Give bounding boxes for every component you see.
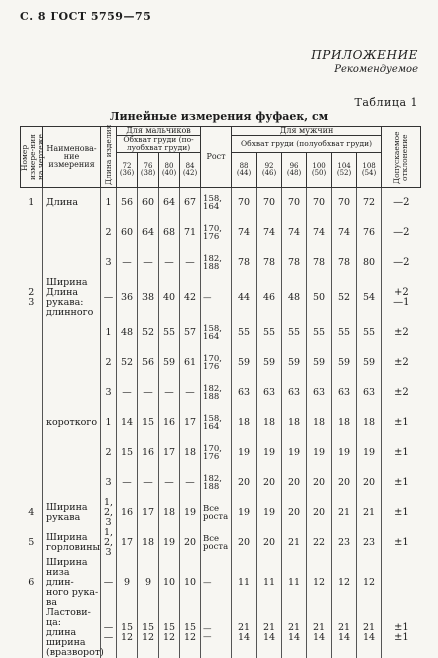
- measure-number: [21, 248, 43, 278]
- men-value: 46: [257, 278, 282, 318]
- men-value: 20: [232, 468, 257, 498]
- boys-value: 68: [159, 218, 180, 248]
- table-number: Таблица 1: [354, 96, 418, 109]
- measurements-table: [20, 126, 421, 658]
- men-value: 74: [307, 218, 332, 248]
- page-header: С. 8 ГОСТ 5759—75: [20, 10, 152, 23]
- men-value: 21 14: [282, 608, 307, 658]
- table-row: [21, 558, 421, 608]
- men-value: 12: [332, 558, 357, 608]
- men-value: 55: [332, 318, 357, 348]
- table-row: [21, 408, 421, 438]
- men-value: 63: [357, 378, 382, 408]
- measure-name: Ширина Длина рукава: длинного: [43, 278, 101, 318]
- men-size-header: 104 (52): [332, 153, 357, 188]
- measure-number: [21, 438, 43, 468]
- boys-value: —: [159, 248, 180, 278]
- men-value: 20: [257, 468, 282, 498]
- boys-value: 17: [117, 528, 138, 558]
- table-row: [21, 438, 421, 468]
- boys-value: 36: [117, 278, 138, 318]
- length-code: 2: [101, 348, 117, 378]
- men-value: 55: [257, 318, 282, 348]
- measure-name: Ластови- ца: длина ширина (вразворот): [43, 608, 101, 658]
- height-value: —: [201, 278, 232, 318]
- table-row: [21, 248, 421, 278]
- boys-value: 15 12: [138, 608, 159, 658]
- men-value: 20: [257, 528, 282, 558]
- table-row: [21, 278, 421, 318]
- boys-value: 14: [117, 408, 138, 438]
- tolerance-value: —2: [382, 218, 421, 248]
- boys-value: —: [138, 248, 159, 278]
- men-value: 20: [307, 498, 332, 528]
- table-row: [21, 608, 421, 658]
- men-value: 70: [282, 188, 307, 219]
- men-value: 20: [282, 468, 307, 498]
- boys-value: —: [117, 248, 138, 278]
- men-value: 80: [357, 248, 382, 278]
- length-code: 1: [101, 318, 117, 348]
- height-value: 182, 188: [201, 378, 232, 408]
- men-value: 52: [332, 278, 357, 318]
- boys-value: 9: [117, 558, 138, 608]
- men-value: 63: [332, 378, 357, 408]
- men-value: 78: [282, 248, 307, 278]
- measure-name: Длина: [43, 188, 101, 219]
- boys-size-header: 84 (42): [180, 153, 201, 188]
- men-value: 59: [257, 348, 282, 378]
- height-value: 158, 164: [201, 318, 232, 348]
- length-code: — —: [101, 608, 117, 658]
- men-value: 55: [232, 318, 257, 348]
- col-name-header: Наименова-ние измерения: [43, 127, 101, 188]
- boys-value: 71: [180, 218, 201, 248]
- men-value: 70: [232, 188, 257, 219]
- men-value: 18: [307, 408, 332, 438]
- table-row: [21, 218, 421, 248]
- men-value: 74: [282, 218, 307, 248]
- men-value: 70: [257, 188, 282, 219]
- men-value: 59: [232, 348, 257, 378]
- boys-size-header: 80 (40): [159, 153, 180, 188]
- boys-value: 61: [180, 348, 201, 378]
- boys-value: 42: [180, 278, 201, 318]
- men-value: 63: [307, 378, 332, 408]
- men-value: 78: [257, 248, 282, 278]
- table-title: Линейные измерения фуфаек, см: [109, 110, 329, 123]
- boys-value: 57: [180, 318, 201, 348]
- measure-number: 6: [28, 577, 35, 588]
- height-value: 170, 176: [201, 218, 232, 248]
- measure-number: [21, 468, 43, 498]
- men-value: 50: [307, 278, 332, 318]
- boys-value: 38: [138, 278, 159, 318]
- men-value: 18: [282, 408, 307, 438]
- men-value: 55: [357, 318, 382, 348]
- tolerance-value: ±1: [382, 408, 421, 438]
- men-size-header: 92 (46): [257, 153, 282, 188]
- rost-header: Рост: [201, 127, 232, 188]
- tolerance-value: ±1: [382, 438, 421, 468]
- men-value: 55: [307, 318, 332, 348]
- measure-name: Ширина горловины: [43, 528, 101, 558]
- boys-value: 17: [159, 438, 180, 468]
- boys-value: 18: [159, 498, 180, 528]
- men-value: 70: [307, 188, 332, 219]
- boys-value: 52: [117, 348, 138, 378]
- boys-value: 55: [159, 318, 180, 348]
- height-value: 158, 164: [201, 408, 232, 438]
- men-value: 78: [232, 248, 257, 278]
- tolerance-value: [382, 558, 421, 608]
- boys-value: 16: [117, 498, 138, 528]
- men-value: 11: [282, 558, 307, 608]
- boys-size-header: 72 (36): [117, 153, 138, 188]
- measure-name: [43, 318, 101, 348]
- men-value: 18: [232, 408, 257, 438]
- boys-value: 56: [117, 188, 138, 219]
- tolerance-value: ±1: [382, 498, 421, 528]
- boys-value: 40: [159, 278, 180, 318]
- men-value: 78: [332, 248, 357, 278]
- length-code: 3: [101, 378, 117, 408]
- boys-value: —: [138, 378, 159, 408]
- men-value: 59: [332, 348, 357, 378]
- men-value: 19: [257, 498, 282, 528]
- table-row: [21, 188, 421, 219]
- boys-value: 10: [159, 558, 180, 608]
- men-value: 19: [282, 438, 307, 468]
- measure-name: Ширина рукава: [43, 498, 101, 528]
- measure-name: [43, 248, 101, 278]
- men-value: 70: [332, 188, 357, 219]
- boys-header: Для мальчиков: [117, 127, 201, 136]
- men-value: 20: [307, 468, 332, 498]
- boys-value: 16: [138, 438, 159, 468]
- table-row: [21, 498, 421, 528]
- men-value: 12: [357, 558, 382, 608]
- boys-value: 59: [159, 348, 180, 378]
- tolerance-value: ±2: [382, 348, 421, 378]
- table-row: [21, 468, 421, 498]
- tolerance-value: ±1 ±1: [382, 608, 421, 658]
- height-value: Все роста: [201, 528, 232, 558]
- measure-name: [43, 468, 101, 498]
- height-value: 158, 164: [201, 188, 232, 219]
- boys-value: 15: [138, 408, 159, 438]
- length-code: 1, 2, 3: [101, 498, 117, 528]
- men-value: 59: [357, 348, 382, 378]
- measure-number: [21, 608, 43, 658]
- boys-value: 15 12: [180, 608, 201, 658]
- measure-name: [43, 438, 101, 468]
- men-value: 23: [332, 528, 357, 558]
- men-value: 74: [257, 218, 282, 248]
- boys-value: 56: [138, 348, 159, 378]
- measure-number: 2 3: [28, 287, 35, 308]
- men-value: 72: [357, 188, 382, 219]
- boys-value: 64: [159, 188, 180, 219]
- length-code: 2: [101, 218, 117, 248]
- men-value: 74: [232, 218, 257, 248]
- table-row: [21, 528, 421, 558]
- measure-name: [43, 348, 101, 378]
- tolerance-value: —2: [382, 248, 421, 278]
- boys-value: 16: [159, 408, 180, 438]
- men-value: 20: [232, 528, 257, 558]
- measure-number: [21, 408, 43, 438]
- men-size-header: 88 (44): [232, 153, 257, 188]
- men-value: 63: [232, 378, 257, 408]
- boys-value: 15: [117, 438, 138, 468]
- length-code: 3: [101, 468, 117, 498]
- men-value: 55: [282, 318, 307, 348]
- measure-name: [43, 218, 101, 248]
- measure-name: Ширина низа длин- ного рука- ва: [43, 558, 101, 608]
- boys-value: 17: [138, 498, 159, 528]
- boys-value: 9: [138, 558, 159, 608]
- boys-value: 19: [180, 498, 201, 528]
- length-code: 1: [101, 408, 117, 438]
- men-size-header: 100 (50): [307, 153, 332, 188]
- men-value: 20: [282, 498, 307, 528]
- men-value: 21 14: [332, 608, 357, 658]
- men-value: 20: [357, 468, 382, 498]
- tolerance-value: ±1: [382, 528, 421, 558]
- boys-value: —: [180, 248, 201, 278]
- boys-value: 52: [138, 318, 159, 348]
- tolerance-value: —2: [382, 188, 421, 219]
- appendix-title: ПРИЛОЖЕНИЕ: [311, 48, 418, 62]
- boys-value: 67: [180, 188, 201, 219]
- men-value: 21 14: [307, 608, 332, 658]
- men-value: 12: [307, 558, 332, 608]
- length-code: —: [101, 278, 117, 318]
- tolerance-header: Допускаемое отклонение: [382, 127, 421, 188]
- boys-value: 15 12: [159, 608, 180, 658]
- men-value: 19: [307, 438, 332, 468]
- men-value: 22: [307, 528, 332, 558]
- boys-value: 19: [159, 528, 180, 558]
- col-length-header: Длина изделия: [101, 127, 117, 188]
- length-code: 3: [101, 248, 117, 278]
- measure-name: [43, 378, 101, 408]
- appendix-subtitle: Рекомендуемое: [334, 64, 418, 75]
- tolerance-value: +2 —1: [382, 278, 421, 318]
- men-value: 20: [332, 468, 357, 498]
- men-value: 19: [357, 438, 382, 468]
- height-value: —: [201, 558, 232, 608]
- men-value: 76: [357, 218, 382, 248]
- men-value: 78: [307, 248, 332, 278]
- length-code: —: [101, 558, 117, 608]
- men-size-header: 96 (48): [282, 153, 307, 188]
- measure-number: [21, 218, 43, 248]
- boys-value: 15 12: [117, 608, 138, 658]
- boys-value: 18: [138, 528, 159, 558]
- boys-value: 18: [180, 438, 201, 468]
- men-value: 74: [332, 218, 357, 248]
- measure-number: [21, 318, 43, 348]
- boys-value: —: [138, 468, 159, 498]
- men-value: 59: [307, 348, 332, 378]
- measure-name: короткого: [43, 408, 101, 438]
- men-value: 21 14: [257, 608, 282, 658]
- measure-number: 5: [28, 537, 35, 548]
- men-value: 21: [282, 528, 307, 558]
- height-value: 170, 176: [201, 348, 232, 378]
- length-code: 2: [101, 438, 117, 468]
- height-value: 170, 176: [201, 438, 232, 468]
- tolerance-value: ±2: [382, 378, 421, 408]
- length-code: 1, 2, 3: [101, 528, 117, 558]
- boys-value: —: [117, 378, 138, 408]
- appendix-block: [311, 48, 418, 75]
- boys-value: 60: [117, 218, 138, 248]
- table-row: [21, 318, 421, 348]
- col-num-header: Номер измере-ния на чертеже: [21, 127, 43, 188]
- men-value: 48: [282, 278, 307, 318]
- boys-value: 60: [138, 188, 159, 219]
- men-value: 44: [232, 278, 257, 318]
- boys-value: 10: [180, 558, 201, 608]
- men-value: 19: [232, 498, 257, 528]
- men-value: 21 14: [232, 608, 257, 658]
- men-value: 18: [332, 408, 357, 438]
- boys-value: —: [180, 468, 201, 498]
- men-value: 11: [232, 558, 257, 608]
- men-value: 54: [357, 278, 382, 318]
- height-value: 182, 188: [201, 248, 232, 278]
- tolerance-value: ±2: [382, 318, 421, 348]
- height-value: 182, 188: [201, 468, 232, 498]
- men-value: 21: [332, 498, 357, 528]
- men-value: 18: [257, 408, 282, 438]
- men-header: Для мужчин: [232, 127, 382, 136]
- measure-number: 4: [28, 507, 35, 518]
- measure-number: 1: [28, 197, 35, 208]
- measure-number: [21, 348, 43, 378]
- men-value: 19: [332, 438, 357, 468]
- height-value: Все роста: [201, 498, 232, 528]
- men-value: 23: [357, 528, 382, 558]
- boys-value: 64: [138, 218, 159, 248]
- men-chest-header: Обхват груди (полуобхват груди): [232, 136, 382, 153]
- boys-value: —: [180, 378, 201, 408]
- length-code: 1: [101, 188, 117, 219]
- men-size-header: 108 (54): [357, 153, 382, 188]
- boys-chest-header: Обхват груди (по-луобхват груди): [117, 136, 201, 153]
- men-value: 63: [282, 378, 307, 408]
- boys-value: —: [117, 468, 138, 498]
- men-value: 63: [257, 378, 282, 408]
- men-value: 59: [282, 348, 307, 378]
- men-value: 19: [257, 438, 282, 468]
- men-value: 11: [257, 558, 282, 608]
- men-value: 19: [232, 438, 257, 468]
- table-row: [21, 348, 421, 378]
- boys-value: 20: [180, 528, 201, 558]
- men-value: 21: [357, 498, 382, 528]
- tolerance-value: ±1: [382, 468, 421, 498]
- boys-size-header: 76 (38): [138, 153, 159, 188]
- boys-value: —: [159, 468, 180, 498]
- boys-value: 17: [180, 408, 201, 438]
- boys-value: —: [159, 378, 180, 408]
- men-value: 21 14: [357, 608, 382, 658]
- measure-number: [21, 378, 43, 408]
- height-value: — —: [201, 608, 232, 658]
- men-value: 18: [357, 408, 382, 438]
- boys-value: 48: [117, 318, 138, 348]
- table-row: [21, 378, 421, 408]
